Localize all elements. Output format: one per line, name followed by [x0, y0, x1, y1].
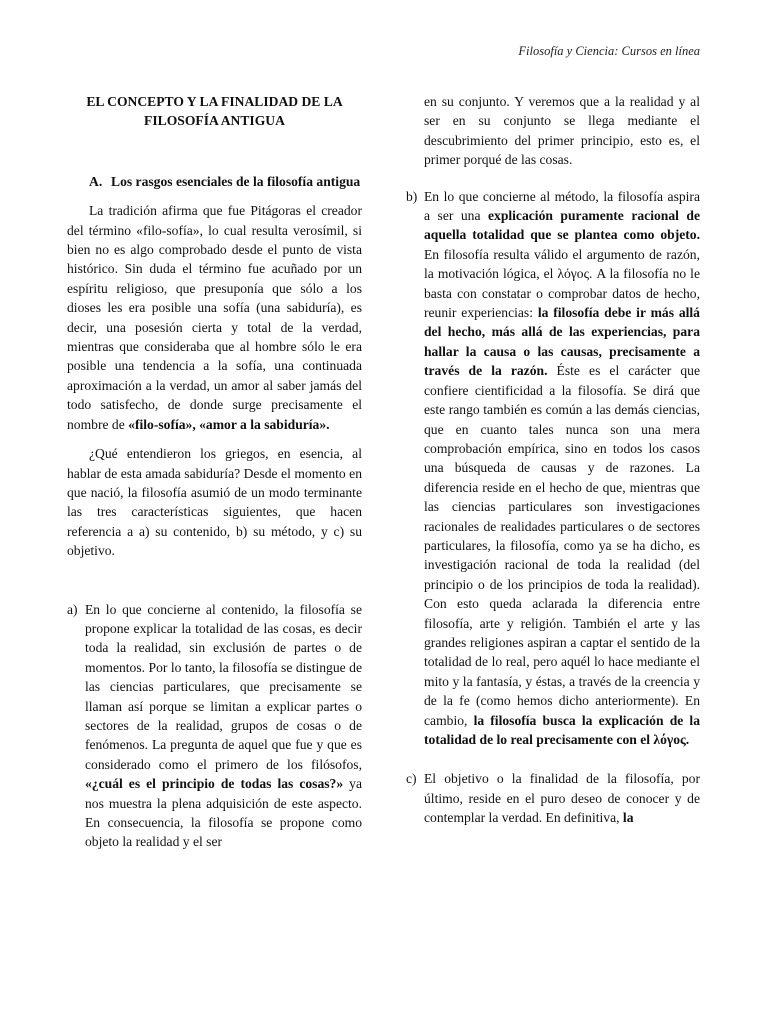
paragraph-1-bold: «filo-sofía», «amor a la sabiduría».	[128, 416, 330, 432]
item-b-text-1: En lo que concierne al método, la filosofía aspira a ser una	[424, 188, 700, 224]
item-b-mark: b)	[406, 188, 418, 204]
item-c-bold: la	[622, 810, 634, 826]
document-title	[67, 92, 362, 131]
item-b-bold-3: la filosofía busca la explicación de la totalidad de lo real precisamente con el λόγος.	[424, 712, 701, 747]
item-a-bold: «¿cuál es el principio de todas las cosas?»	[85, 776, 344, 792]
section-heading	[67, 172, 362, 191]
item-b-text-2: En filosofía resulta válido el argumento de razón, la motivación lógica, el λόγος. A la filosofía no le basta con constatar o comprobar datos de hecho, reunir experiencias:	[424, 246, 700, 321]
item-b-bold-2: la filosofía debe ir más allá del hecho, más allá de las experiencias, para hallar la causa o las causas, precisamente a través de la razón.	[424, 305, 700, 379]
item-a-mark: a)	[67, 601, 78, 617]
item-c-mark: c)	[406, 771, 417, 787]
title-line-1: EL CONCEPTO Y LA FINALIDAD DE LA	[86, 94, 343, 109]
title-line-2: FILOSOFÍA ANTIGUA	[144, 113, 285, 129]
paragraph-2: ¿Qué entendieron los griegos, en esencia, al hablar de esta amada sabiduría? Desde el momento en que nació, la filosofía asumió de un modo terminante las tres características siguientes, que hacen referencia a a) su contenido, b) su método, y c) su objetivo.	[67, 446, 362, 559]
item-a-text-2: ya nos muestra la plena adquisición de este aspecto. En consecuencia, la filosofía se propone como objeto la realidad y el ser	[85, 776, 362, 850]
item-b-bold-1: explicación puramente racional de aquella totalidad que se plantea como objeto.	[424, 208, 700, 243]
section-title: Los rasgos esenciales de la filosofía antigua	[111, 173, 361, 189]
paragraph-1-text: La tradición afirma que fue Pitágoras el creador del término «filo-sofía», lo cual resulta verosímil, si bien no es algo comprobado desde el punto de vista histórico. Sin duda el término fue acuñado por un espíritu religioso, que presuponía que sólo a los dioses les era posible una sofía (una sabiduría), es decir, una posesión cierta y total de la verdad, mientras que consideraba que al hombre sólo le era posible una tendencia a la sofía, una continuada aproximación a la verdad, un amor al saber jamás del todo satisfecho, de donde surge precisamente el nombre de	[67, 203, 362, 432]
item-b-text-3: Éste es el carácter que confiere cientificidad a la filosofía. Se dirá que este rango también es común a las demás ciencias, que en cuanto tales nunca son una mera comprobación empírica, sino en todos los casos una búsqueda de causas y de razones. La diferencia reside en el hecho de que, mientras que las ciencias particulares son investigaciones racionales de realidades particulares o de sectores particulares, la filosofía, como ya se ha dicho, es investigación racional de toda la realidad (del principio o de los principios de toda la realidad). Con esto queda aclarada la diferencia entre filosofía, arte y religión. También el arte y las grandes religiones aspiran a captar el sentido de la totalidad de lo real, pero aquél lo hace mediante el mito y la fantasía, y éstas, a través de la creencia y de la fe (como hemos dicho anteriormente). En cambio,	[424, 363, 700, 728]
right-column	[406, 92, 700, 828]
list-item-b	[406, 187, 700, 750]
list-item-c	[406, 769, 700, 827]
item-a-text-1: En lo que concierne al contenido, la filosofía se propone explicar la totalidad de las cosas, es decir toda la realidad, sin exclusión de partes o de momentos. Por lo tanto, la filosofía se distingue de las ciencias particulares, que precisamente se llaman así porque se limitan a explicar partes o sectores de la realidad, grupos de cosas o de fenómenos. La pregunta de aquel que fue y que es considerado como el primero de los filósofos,	[85, 601, 362, 772]
item-b-body	[424, 187, 700, 750]
item-c-text: El objetivo o la finalidad de la filosofía, por último, reside en el puro deseo de conocer y de contemplar la verdad. En definitiva,	[424, 771, 700, 826]
running-header: Filosofía y Ciencia: Cursos en línea	[518, 44, 700, 58]
section-mark: A.	[89, 173, 103, 189]
continuation-paragraph	[406, 92, 700, 170]
item-a-body	[85, 600, 362, 852]
item-c-body	[424, 769, 700, 827]
list-item-a	[67, 600, 362, 852]
left-column	[67, 92, 362, 852]
paragraph-1	[67, 201, 362, 434]
continuation-text: en su conjunto. Y veremos que a la realidad y al ser en su conjunto se llega mediante el descubrimiento del primer principio, esto es, el primer porqué de las cosas.	[424, 94, 700, 168]
